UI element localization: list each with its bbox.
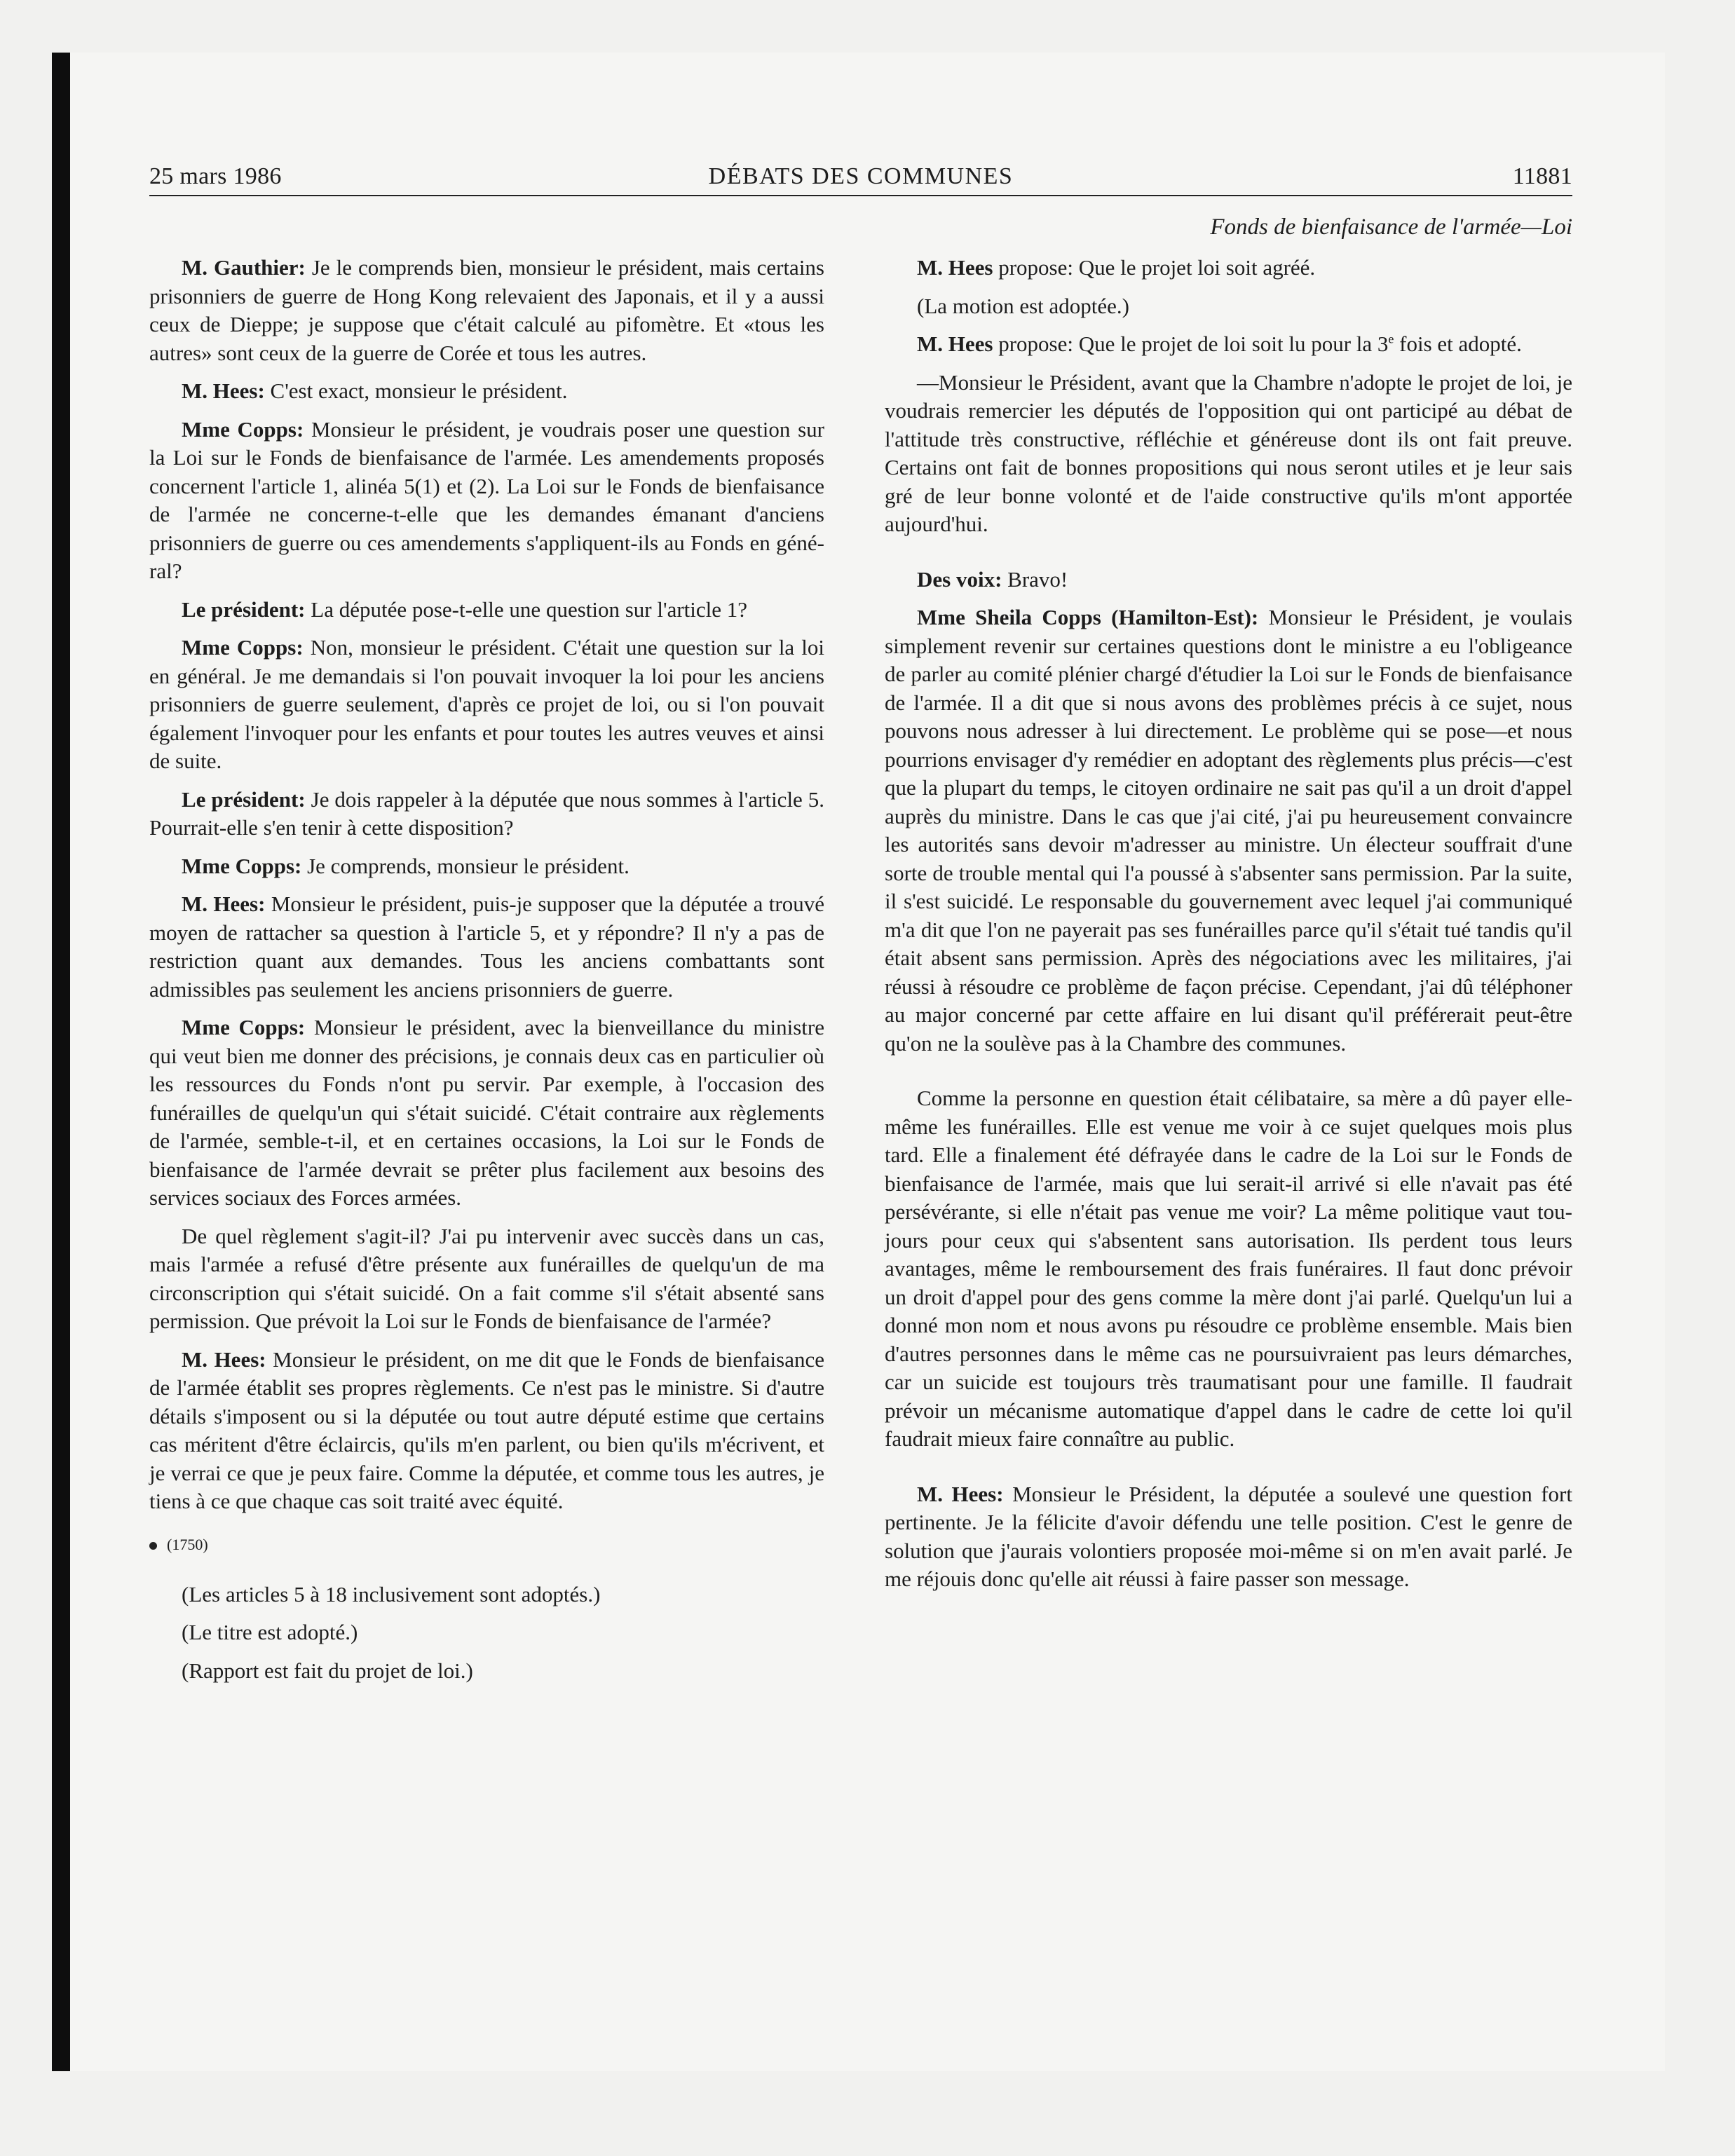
timestamp: (1750) <box>167 1535 208 1553</box>
speaker-name: Mme Copps: <box>182 416 304 442</box>
paragraph <box>149 1014 824 1213</box>
header-rule <box>149 195 1572 196</box>
speaker-name: Des voix: <box>917 566 1002 592</box>
speaker-name: Le président: <box>182 596 306 622</box>
header-page-number: 11881 <box>1512 163 1572 189</box>
paragraph <box>149 377 824 406</box>
left-column <box>149 254 824 1695</box>
speaker-name: M. Hees <box>917 332 993 356</box>
speaker-name: Mme Copps: <box>182 1015 306 1039</box>
speaker-name: M. Hees: <box>182 892 266 916</box>
timestamp-marker <box>149 1534 824 1555</box>
bullet-icon <box>149 1542 157 1550</box>
paragraph <box>149 596 824 625</box>
speech-text: Monsieur le président, puis-je supposer que la députée a trouvé moyen de rattacher sa question à l'article 5, et y répondre? Il n'y a pas de restriction quant aux demandes. Tous les anciens combattants sont admissibles pas seulement les anciens prisonniers de guerre. <box>149 892 824 1002</box>
scan-binding-edge <box>52 53 70 2071</box>
procedural-note: (Le titre est adopté.) <box>182 1620 358 1644</box>
speaker-name: Le président: <box>182 786 306 812</box>
speech-text: Je le comprends bien, monsieur le président, mais certains prisonniers de guerre de Hong Kong relevaient des Japonais, et il y a aussi ceux de Dieppe; je suppose que c'était calculé au pifomètre. Et «tous les autres» sont ceux de la guerre de Corée et tous les autres. <box>149 255 824 365</box>
paragraph <box>149 890 824 1004</box>
speech-text: —Monsieur le Président, avant que la Chambre n'adopte le projet de loi, je voudrais remercier les députés de l'opposition qui ont participé au débat de l'attitude très constructive, réfléchie et généreuse dont ils ont fait preuve. Certains ont fait de bonnes propositions qui nous seront utiles et je leur sais gré de leur bonne volonté et de l'aide constructive qu'ils m'ont apportée aujourd'hui. <box>885 369 1572 536</box>
speech-text: Je comprends, monsieur le président. <box>301 853 630 878</box>
paragraph <box>885 330 1572 359</box>
procedural-note: (Rapport est fait du projet de loi.) <box>182 1658 473 1683</box>
speech-text: propose: Que le projet loi soit agréé. <box>993 255 1316 280</box>
page-header <box>149 158 1572 195</box>
paragraph <box>149 254 824 367</box>
paragraph <box>149 1222 824 1336</box>
speaker-name: M. Hees <box>917 255 993 280</box>
speech-text: Comme la personne en question était célibataire, sa mère a dû payer elle-même les funérailles. Elle est venue me voir à ce sujet quelques mois plus tard. Elle a finalement été défrayée dans le cadre de la Loi sur le Fonds de bienfaisance de l'armée, mais que lui serait-il arrivé si elle n'avait pas été persévérante, si elle n'était pas venue me voir? La même politique vaut toujours pour ceux qui s'absentent sans autorisation. Ils perdent tous leurs avantages, même le remboursement des frais funéraires. Il faut donc prévoir un droit d'appel pour des gens comme la mère dont j'ai parlé. Quelqu'un lui a donné mon nom et nous avons pu résoudre ce problème ensemble. Mais bien d'autres personnes dans le même cas ne poursuivraient pas leurs démarches, car un suicide est toujours très traumatisant pour une famille. Il faudrait prévoir un mécanisme automatique d'appel dans le cadre de cette loi qu'il faudrait mieux faire connaître au public. <box>885 1086 1572 1451</box>
speech-text: Monsieur le Président, je voulais simplement revenir sur certaines questions dont le ministre a eu l'obligeance de parler au comité plénier chargé d'étudier la Loi sur le Fonds de bienfaisance de l'armée. Il a dit que si nous avons des problèmes précis à ce sujet, nous pouvons nous adresser à lui directement. Le problème qui se pose—et nous pourrions envisager d'y remédier en adoptant des règlements plus précis—c'est que la plupart du temps, le citoyen ordinaire ne sait pas qu'il a un droit d'appel auprès du ministre. Dans le cas que j'ai cité, j'ai pu heureusement convaincre les autorités sans devoir m'adresser au ministre. Un électeur souffrait d'une sorte de trouble mental qui l'a poussé à s'absenter sans permission. Par la suite, il s'est suicidé. Le responsable du gouvernement avec lequel j'ai communiqué m'a dit que l'on ne payerait pas ses funérailles parce qu'il s'était tué tandis qu'il était absent sans permission. Après des négociations avec les militaires, j'ai réussi à résoudre ce problème de façon précise. Cependant, j'ai dû téléphoner au major concerné par cette affaire en lui disant qu'il préférerait peut-être qu'on ne la soulève pas à la Chambre des communes. <box>885 605 1572 1056</box>
speech-text: fois et adopté. <box>1394 332 1522 356</box>
speech-text: De quel règlement s'agit-il? J'ai pu intervenir avec succès dans un cas, mais l'armée a refusé d'être présente aux funérailles de quelqu'un de ma circonscription qui s'était suicidé. On a fait comme s'il s'était absenté sans permission. Que prévoit la Loi sur le Fonds de bienfaisance de l'armée? <box>149 1223 824 1333</box>
speech-text: Monsieur le président, on me dit que le Fonds de bienfaisance de l'armée établit ses propres règlements. Ce n'est pas le ministre. Si d'autre détails s'imposent ou si la députée ou tout autre député estime que certains cas méritent d'être éclaircis, qu'ils m'en parlent, ou bien qu'ils m'écrivent, et je verrai ce que je peux faire. Comme la députée, et comme tous les autres, je tiens à ce que chaque cas soit traité avec équité. <box>149 1346 825 1513</box>
paragraph <box>149 416 824 586</box>
paragraph <box>885 369 1572 539</box>
speech-text: Monsieur le président, avec la bienveillance du ministre qui veut bien me donner des précisions, je connais deux cas en particulier où les ressources du Fonds n'ont pu servir. Par exemple, à l'occasion des funérailles de quelqu'un qui s'était suicidé. C'était contraire aux règlements de l'armée, semble-t-il, et en certaines occasions, la Loi sur le Fonds de bienfaisance de l'armée devrait se prêter plus facilement aux besoins des services sociaux des Forces armées. <box>149 1015 824 1210</box>
speaker-name: M. Gauthier: <box>182 255 306 280</box>
speech-text: Non, monsieur le président. C'était une question sur la loi en général. Je me demandais si l'on pouvait invoquer la loi pour les anciens prisonniers de guerre seulement, d'après ce projet de loi, ou si l'on pouvait également l'invoquer pour les enfants et pour toutes les autres veuves et ainsi de suite. <box>149 635 824 773</box>
superscript: e <box>1388 332 1394 346</box>
speech-text: propose: Que le projet de loi soit lu pour la 3 <box>993 332 1389 356</box>
speech-text: C'est exact, monsieur le président. <box>264 378 568 403</box>
speaker-name: M. Hees: <box>182 1346 266 1372</box>
right-column <box>885 254 1572 1604</box>
speaker-name: Mme Sheila Copps (Hamilton-Est): <box>917 605 1259 629</box>
speech-text: Monsieur le président, je voudrais poser une question sur la Loi sur le Fonds de bienfaisance de l'armée. Les amendements proposés concernent l'article 1, alinéa 5(1) et (2). La Loi sur le Fonds de bienfaisance de l'armée ne concerne-t-elle que les demandes émanant d'anciens prisonniers de guerre ou ces amendements s'appliquent-ils au Fonds en général? <box>149 416 824 583</box>
header-date: 25 mars 1986 <box>149 163 282 189</box>
speaker-name: Mme Copps: <box>182 853 302 878</box>
paragraph <box>885 603 1572 1058</box>
speech-text: La députée pose-t-elle une question sur l'article 1? <box>305 596 748 622</box>
paragraph <box>149 852 824 881</box>
speaker-name: M. Hees: <box>182 378 265 403</box>
header-title: DÉBATS DES COMMUNES <box>708 163 1014 189</box>
paragraph <box>885 254 1572 282</box>
paragraph <box>149 1346 824 1516</box>
procedural-note: (La motion est adoptée.) <box>917 293 1130 318</box>
paragraph <box>885 1480 1572 1594</box>
paragraph <box>149 786 824 842</box>
procedural-note: (Les articles 5 à 18 inclusivement sont adoptés.) <box>182 1581 601 1606</box>
speaker-name: Mme Copps: <box>182 635 304 660</box>
speech-text: Monsieur le Président, la députée a soulevé une question fort pertinente. Je la félicite d'avoir défendu une telle position. C'est le genre de solution que j'aurais volontiers proposée moi-même si on m'en avait parlé. Je me réjouis donc qu'elle ait réussi à faire passer son message. <box>885 1481 1572 1591</box>
paragraph <box>885 1084 1572 1454</box>
paragraph <box>149 634 824 776</box>
speaker-name: M. Hees: <box>917 1481 1004 1506</box>
paragraph <box>885 566 1572 594</box>
running-title: Fonds de bienfaisance de l'armée—Loi <box>1210 214 1572 240</box>
speech-text: Je dois rappeler à la députée que nous sommes à l'article 5. Pourrait-elle s'en tenir à cette disposition? <box>149 786 824 840</box>
speech-text: Bravo! <box>1002 566 1068 592</box>
